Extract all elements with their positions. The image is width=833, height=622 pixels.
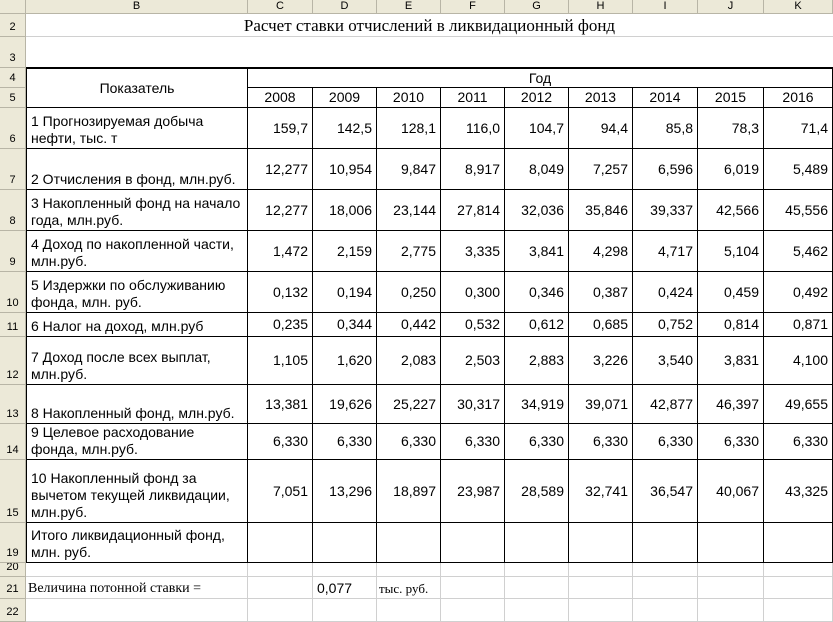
grid-cell[interactable] [569, 577, 633, 599]
value-cell[interactable]: 2,775 [377, 231, 441, 272]
value-cell[interactable]: 46,397 [698, 385, 764, 424]
value-cell[interactable]: 13,381 [248, 385, 313, 424]
value-cell[interactable]: 159,7 [248, 108, 313, 149]
year-2012: 2012 [505, 88, 569, 108]
value-cell[interactable]: 6,330 [313, 424, 377, 460]
grid-cell[interactable] [698, 599, 764, 622]
value-cell[interactable]: 49,655 [764, 385, 833, 424]
row-header-12[interactable]: 12 [0, 337, 26, 385]
value-cell[interactable]: 71,4 [764, 108, 833, 149]
value-cell[interactable]: 10,954 [313, 149, 377, 190]
value-cell[interactable]: 35,846 [569, 190, 633, 231]
value-cell[interactable]: 0,442 [377, 313, 441, 337]
grid-cell[interactable] [698, 577, 764, 599]
grid-cell[interactable] [26, 563, 248, 577]
row-header-6[interactable]: 6 [0, 108, 26, 149]
row-header-13[interactable]: 13 [0, 385, 26, 424]
grid-cell[interactable] [313, 599, 377, 622]
row-header-4[interactable]: 4 [0, 68, 26, 88]
value-cell[interactable]: 5,462 [764, 231, 833, 272]
value-cell[interactable]: 7,051 [248, 460, 313, 523]
value-cell[interactable]: 6,330 [764, 424, 833, 460]
value-cell[interactable]: 0,132 [248, 272, 313, 313]
value-cell[interactable]: 18,897 [377, 460, 441, 523]
value-cell[interactable]: 39,337 [633, 190, 698, 231]
row-header-21[interactable]: 21 [0, 577, 26, 599]
year-2011: 2011 [441, 88, 505, 108]
grid-cell[interactable] [569, 563, 633, 577]
value-cell[interactable]: 6,330 [505, 424, 569, 460]
value-cell[interactable]: 3,540 [633, 337, 698, 385]
value-cell[interactable]: 4,100 [764, 337, 833, 385]
rate-value[interactable]: 0,077 [317, 579, 353, 596]
grid-cell[interactable] [26, 599, 248, 622]
grid-cell[interactable] [441, 563, 505, 577]
year-2016: 2016 [764, 88, 833, 108]
value-cell[interactable]: 18,006 [313, 190, 377, 231]
row-label: 9 Целевое расходование фонда, млн.руб. [26, 424, 248, 460]
column-header-F[interactable]: F [441, 0, 505, 14]
value-cell[interactable]: 6,330 [377, 424, 441, 460]
rate-unit: тыс. руб. [379, 580, 429, 596]
row-header-2[interactable]: 2 [0, 14, 26, 37]
value-cell[interactable]: 30,317 [441, 385, 505, 424]
value-cell[interactable]: 0,344 [313, 313, 377, 337]
value-cell[interactable]: 116,0 [441, 108, 505, 149]
year-2010: 2010 [377, 88, 441, 108]
grid-cell[interactable] [377, 599, 441, 622]
grid-cell[interactable] [633, 599, 698, 622]
row-label: 3 Накопленный фонд на начало года, млн.руб. [26, 190, 248, 231]
grid-cell[interactable] [248, 577, 313, 599]
value-cell[interactable]: 0,752 [633, 313, 698, 337]
value-cell[interactable]: 6,330 [698, 424, 764, 460]
value-cell[interactable]: 40,067 [698, 460, 764, 523]
row-header-11[interactable]: 11 [0, 313, 26, 337]
sheet-title: Расчет ставки отчислений в ликвидационный фонд [26, 14, 833, 37]
value-cell[interactable]: 6,330 [248, 424, 313, 460]
row-header-22[interactable]: 22 [0, 599, 26, 622]
value-cell[interactable]: 3,226 [569, 337, 633, 385]
value-cell[interactable]: 85,8 [633, 108, 698, 149]
value-cell[interactable]: 43,325 [764, 460, 833, 523]
year-header: Год [248, 68, 833, 88]
column-header-I[interactable]: I [633, 0, 698, 14]
value-cell[interactable]: 0,871 [764, 313, 833, 337]
value-cell[interactable]: 32,036 [505, 190, 569, 231]
row-header-9[interactable]: 9 [0, 231, 26, 272]
row-label: 6 Налог на доход, млн.руб [26, 313, 248, 337]
grid-cell[interactable] [569, 599, 633, 622]
value-cell[interactable]: 23,144 [377, 190, 441, 231]
value-cell[interactable]: 34,919 [505, 385, 569, 424]
value-cell[interactable]: 0,235 [248, 313, 313, 337]
column-header-E[interactable]: E [377, 0, 441, 14]
year-2009: 2009 [313, 88, 377, 108]
value-cell[interactable]: 32,741 [569, 460, 633, 523]
value-cell[interactable]: 25,227 [377, 385, 441, 424]
grid-cell[interactable] [505, 563, 569, 577]
value-cell[interactable]: 6,330 [569, 424, 633, 460]
year-2015: 2015 [698, 88, 764, 108]
value-cell[interactable]: 78,3 [698, 108, 764, 149]
grid-cell[interactable] [764, 563, 833, 577]
column-header-G[interactable]: G [505, 0, 569, 14]
grid-cell[interactable] [505, 599, 569, 622]
value-cell[interactable]: 23,987 [441, 460, 505, 523]
value-cell[interactable] [377, 523, 441, 563]
value-cell[interactable]: 36,547 [633, 460, 698, 523]
grid-cell[interactable] [248, 599, 313, 622]
value-cell[interactable]: 7,257 [569, 149, 633, 190]
value-cell[interactable]: 6,330 [441, 424, 505, 460]
value-cell[interactable]: 0,814 [698, 313, 764, 337]
value-cell[interactable] [505, 523, 569, 563]
value-cell[interactable]: 1,472 [248, 231, 313, 272]
value-cell[interactable]: 104,7 [505, 108, 569, 149]
value-cell[interactable] [248, 523, 313, 563]
value-cell[interactable]: 0,492 [764, 272, 833, 313]
value-cell[interactable]: 0,346 [505, 272, 569, 313]
value-cell[interactable]: 94,4 [569, 108, 633, 149]
value-cell[interactable]: 2,503 [441, 337, 505, 385]
row-header-5[interactable]: 5 [0, 88, 26, 108]
row-header-8[interactable]: 8 [0, 190, 26, 231]
grid-cell[interactable] [505, 577, 569, 599]
row-header-14[interactable]: 14 [0, 424, 26, 460]
value-cell[interactable]: 5,104 [698, 231, 764, 272]
grid-cell[interactable] [764, 599, 833, 622]
column-header-B[interactable]: B [26, 0, 248, 14]
value-cell[interactable]: 5,489 [764, 149, 833, 190]
row-header-19[interactable]: 19 [0, 523, 26, 563]
value-cell[interactable]: 8,049 [505, 149, 569, 190]
value-cell[interactable]: 0,424 [633, 272, 698, 313]
value-cell[interactable] [764, 523, 833, 563]
value-cell[interactable]: 0,250 [377, 272, 441, 313]
year-2008: 2008 [248, 88, 313, 108]
indicator-header: Показатель [26, 68, 248, 108]
value-cell[interactable]: 28,589 [505, 460, 569, 523]
column-header-H[interactable]: H [569, 0, 633, 14]
rate-label: Величина потонной ставки = [28, 580, 202, 596]
value-cell[interactable]: 128,1 [377, 108, 441, 149]
row-header-20[interactable]: 20 [0, 563, 26, 577]
column-header-C[interactable]: C [248, 0, 313, 14]
year-2013: 2013 [569, 88, 633, 108]
value-cell[interactable]: 6,596 [633, 149, 698, 190]
value-cell[interactable] [313, 523, 377, 563]
row-label: 1 Прогнозируемая добыча нефти, тыс. т [26, 108, 248, 149]
column-header-K[interactable]: K [764, 0, 833, 14]
value-cell[interactable] [633, 523, 698, 563]
value-cell[interactable]: 0,685 [569, 313, 633, 337]
value-cell[interactable]: 19,626 [313, 385, 377, 424]
value-cell[interactable]: 6,019 [698, 149, 764, 190]
row-header-10[interactable]: 10 [0, 272, 26, 313]
row-header-3[interactable]: 3 [0, 37, 26, 68]
value-cell[interactable]: 0,459 [698, 272, 764, 313]
select-all-corner[interactable] [0, 0, 26, 14]
row-label: 7 Доход после всех выплат, млн.руб. [26, 337, 248, 385]
grid-cell[interactable] [764, 577, 833, 599]
row-label: 10 Накопленный фонд за вычетом текущей ликвидации, млн.руб. [26, 460, 248, 523]
year-2014: 2014 [633, 88, 698, 108]
grid-cell[interactable] [377, 563, 441, 577]
column-header-D[interactable]: D [313, 0, 377, 14]
row-label: 4 Доход по накопленной части, млн.руб. [26, 231, 248, 272]
value-cell[interactable]: 3,841 [505, 231, 569, 272]
value-cell[interactable]: 0,300 [441, 272, 505, 313]
value-cell[interactable]: 6,330 [633, 424, 698, 460]
value-cell[interactable]: 42,877 [633, 385, 698, 424]
value-cell[interactable] [569, 523, 633, 563]
grid-cell[interactable] [248, 563, 313, 577]
value-cell[interactable]: 8,917 [441, 149, 505, 190]
grid-cell[interactable] [633, 577, 698, 599]
value-cell[interactable]: 2,083 [377, 337, 441, 385]
value-cell[interactable]: 3,335 [441, 231, 505, 272]
value-cell[interactable]: 0,532 [441, 313, 505, 337]
value-cell[interactable] [698, 523, 764, 563]
value-cell[interactable]: 1,620 [313, 337, 377, 385]
value-cell[interactable]: 0,194 [313, 272, 377, 313]
column-header-J[interactable]: J [698, 0, 764, 14]
value-cell[interactable]: 12,277 [248, 149, 313, 190]
value-cell[interactable] [441, 523, 505, 563]
value-cell[interactable]: 0,612 [505, 313, 569, 337]
row-label: 8 Накопленный фонд, млн.руб. [26, 385, 248, 424]
row-header-7[interactable]: 7 [0, 149, 26, 190]
value-cell[interactable]: 45,556 [764, 190, 833, 231]
row-label: 5 Издержки по обслуживанию фонда, млн. руб. [26, 272, 248, 313]
grid-cell[interactable] [313, 563, 377, 577]
value-cell[interactable]: 4,298 [569, 231, 633, 272]
value-cell[interactable]: 27,814 [441, 190, 505, 231]
value-cell[interactable]: 39,071 [569, 385, 633, 424]
value-cell[interactable]: 13,296 [313, 460, 377, 523]
grid-cell[interactable] [633, 563, 698, 577]
value-cell[interactable]: 9,847 [377, 149, 441, 190]
value-cell[interactable]: 2,159 [313, 231, 377, 272]
value-cell[interactable]: 142,5 [313, 108, 377, 149]
value-cell[interactable]: 2,883 [505, 337, 569, 385]
blank-row [26, 37, 833, 68]
row-header-15[interactable]: 15 [0, 460, 26, 523]
value-cell[interactable]: 4,717 [633, 231, 698, 272]
row-label: Итого ликвидационный фонд, млн. руб. [26, 523, 248, 563]
value-cell[interactable]: 0,387 [569, 272, 633, 313]
row-label: 2 Отчисления в фонд, млн.руб. [26, 149, 248, 190]
value-cell[interactable]: 42,566 [698, 190, 764, 231]
grid-cell[interactable] [441, 599, 505, 622]
grid-cell[interactable] [698, 563, 764, 577]
value-cell[interactable]: 12,277 [248, 190, 313, 231]
value-cell[interactable]: 3,831 [698, 337, 764, 385]
value-cell[interactable]: 1,105 [248, 337, 313, 385]
